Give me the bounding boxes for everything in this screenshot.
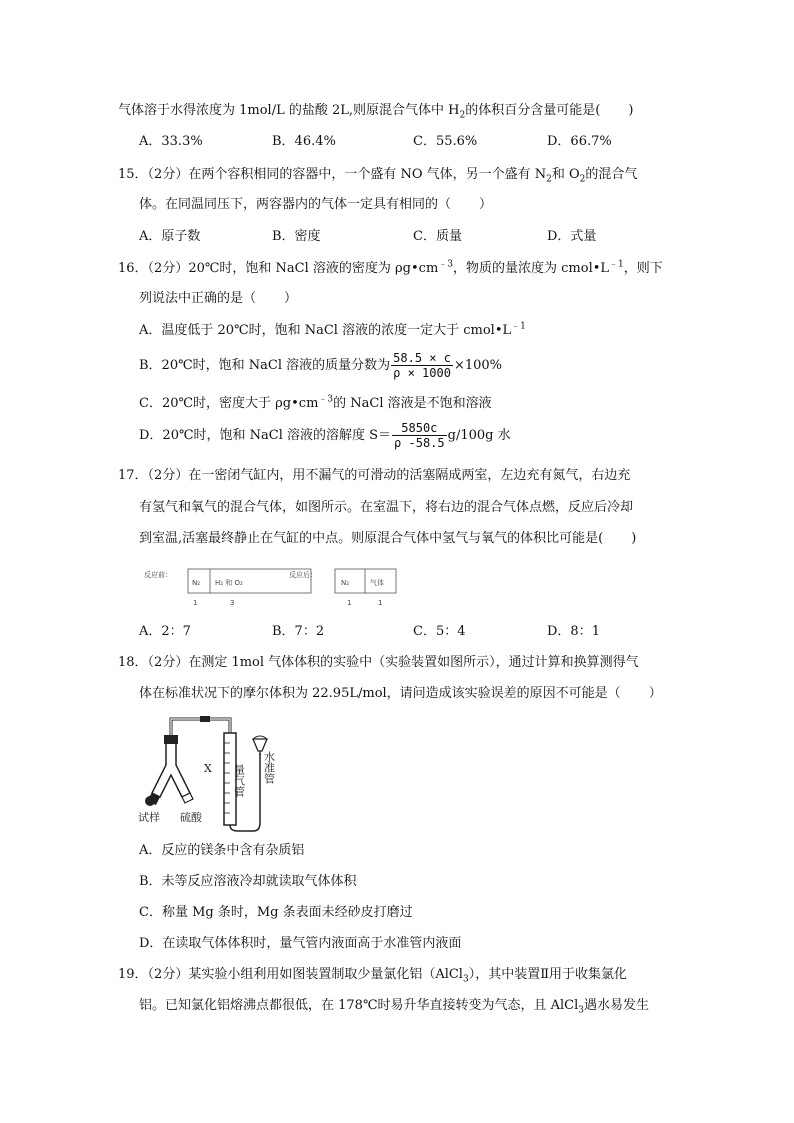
q16-option-d[interactable]: D．20℃时，饱和 NaCl 溶液的溶解度 S＝ $\frac{5850c}{\rho -58.5}$ g/100g 水: [139, 421, 511, 450]
q15-option-b[interactable]: B．密度: [272, 229, 321, 244]
q18-apparatus-figure: [138, 713, 288, 835]
q15-stem-line2: 体。在同温同压下，两容器内的气体一定具有相同的（ ）: [139, 197, 493, 212]
leveling-funnel: [253, 739, 267, 751]
q16-d-fraction: $\frac{5850c}{\rho -58.5}$: [394, 421, 445, 450]
fig-before-n2: N₂: [192, 579, 201, 587]
q17-stem-line3: 到室温,活塞最终静止在气缸的中点。则原混合气体中氢气与氧气的体积比可能是( ): [139, 531, 637, 546]
fig-before-ratio1: 1: [193, 599, 198, 607]
fig-sample-label: 试样: [138, 811, 160, 824]
q18-stem-line2: 体在标准状况下的摩尔体积为 22.95L/mol，请问造成该实验误差的原因不可能是（ ）: [139, 686, 662, 701]
fig-after-ratio1a: 1: [347, 599, 352, 607]
fig-acid-label: 硫酸: [180, 811, 202, 824]
q14-option-b[interactable]: B．46.4%: [272, 134, 336, 149]
q14-option-d[interactable]: D．66.7%: [547, 134, 612, 149]
q16-option-b[interactable]: B．20℃时，饱和 NaCl 溶液的质量分数为 $\frac{58.5 \times c}{\rho \times 1000}$ ×100%: [139, 351, 502, 380]
q17-piston-figure: [142, 562, 412, 612]
fig-after-gas: 气体: [370, 579, 384, 587]
fig-after-n2: N₂: [341, 579, 350, 587]
q16-option-a[interactable]: A．温度低于 20℃时，饱和 NaCl 溶液的浓度一定大于 $cmol•L^{﹣1}$: [139, 321, 526, 338]
q18-option-c[interactable]: C．称量 Mg 条时，Mg 条表面未经砂皮打磨过: [139, 905, 413, 920]
q17-stem-line1: 17．（2分）在一密闭气缸内，用不漏气的可滑动的活塞隔成两室，左边充有氮气，右边充: [118, 468, 631, 483]
q14-option-c[interactable]: C．55.6%: [413, 134, 478, 149]
y-tube: [152, 741, 190, 797]
q17-option-a[interactable]: A．2：7: [139, 624, 191, 639]
q15-stem-line1: 15．（2分）在两个容积相同的容器中，一个盛有 NO 气体，另一个盛有 $N_2$和 $O_2$的混合气: [118, 167, 638, 185]
q18-option-d[interactable]: D．在读取气体体积时，量气管内液面高于水准管内液面: [139, 936, 462, 951]
q16-stem-line1: 16．（2分）20℃时，饱和 NaCl 溶液的密度为 $\rho g•cm^{﹣3}$，物质的量浓度为 $cmol•L^{﹣1}$，则下: [118, 259, 663, 276]
fig-after-label: 反应后：: [289, 571, 317, 579]
q14-option-a[interactable]: A．33.3%: [139, 134, 203, 149]
stopper: [164, 735, 178, 744]
fig-before-label: 反应前：: [144, 571, 172, 579]
q18-option-a[interactable]: A．反应的镁条中含有杂质铝: [139, 843, 305, 858]
fig-after-ratio1b: 1: [378, 599, 383, 607]
q15-option-a[interactable]: A．原子数: [139, 229, 201, 244]
fig-water-label: 水准管: [262, 751, 276, 784]
q18-stem-line1: 18．（2分）在测定 1mol 气体体积的实验中（实验装置如图所示），通过计算和换算测得气: [118, 655, 639, 670]
q19-stem-line1: 19．（2分）某实验小组利用如图装置制取少量氯化铝（AlCl$_3$），其中装置Ⅱ用于收集氯化: [118, 967, 628, 985]
fig-x-label: X: [204, 762, 212, 775]
q19-stem-line2: 铝。已知氯化铝熔沸点都很低，在 178℃时易升华直接转变为气态，且 AlCl$_3$遇水易发生: [139, 998, 650, 1016]
tube-clamp: [200, 716, 210, 722]
q15-option-c[interactable]: C．质量: [413, 229, 462, 244]
q16-option-c[interactable]: C．20℃时，密度大于 $\rho g•cm^{﹣3}$的 NaCl 溶液是不饱和溶液: [139, 394, 492, 411]
q18-option-b[interactable]: B．未等反应溶液冷却就读取气体体积: [139, 874, 357, 889]
q16-stem-line2: 列说法中正确的是（ ）: [139, 291, 298, 306]
fig-tube-label: 量气管: [232, 764, 246, 797]
q14-stem: 气体溶于水得浓度为 1mol/L 的盐酸 2L,则原混合气体中 $H_2$的体积百分含量可能是( ): [118, 103, 634, 121]
q17-stem-line2: 有氢气和氧气的混合气体，如图所示。在室温下，将右边的混合气体点燃，反应后冷却: [139, 500, 634, 515]
fig-before-h2o2: H₂ 和 O₂: [215, 579, 243, 587]
q17-option-b[interactable]: B．7：2: [272, 624, 325, 639]
q15-option-d[interactable]: D．式量: [547, 229, 597, 244]
q17-option-d[interactable]: D．8：1: [547, 624, 600, 639]
connecting-tube: [171, 719, 230, 749]
fig-before-ratio3: 3: [230, 599, 235, 607]
q16-b-fraction: $\frac{58.5 \times c}{\rho \times 1000}$: [393, 351, 451, 380]
q17-option-c[interactable]: C．5：4: [413, 624, 466, 639]
